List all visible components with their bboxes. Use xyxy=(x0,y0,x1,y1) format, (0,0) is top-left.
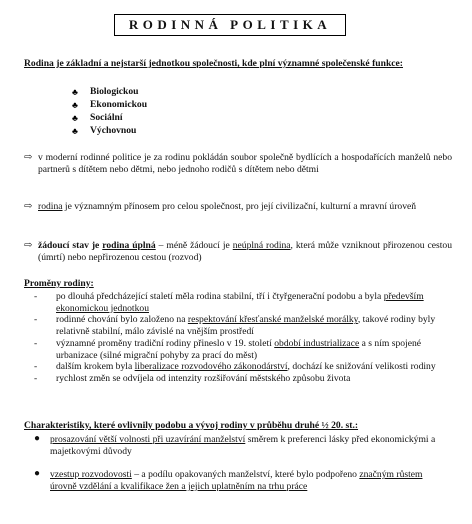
characteristics-heading: Charakteristiky, které ovlivnily podobu a vývoj rodiny v průběhu druhé ½ 20. st.: xyxy=(24,420,359,431)
list-item: ♣ Biologickou xyxy=(72,86,139,98)
bullet-dot-icon: ● xyxy=(34,433,41,444)
point-family-complete: ⇨ žádoucí stav je rodina úplná – méně žádoucí je neúplná rodina, která může vzniknout přirozenou cestou (úmrtí) nebo nepřirozenou cestou (rozvod) xyxy=(24,240,453,263)
list-item: - po dlouhá předcházející staletí měla rodina stabilní, tří i čtyřgenerační podobu a byla především ekonomickou jednotkou xyxy=(34,291,424,314)
page-title: RODINNÁ POLITIKA xyxy=(114,14,346,36)
club-bullet-icon: ♣ xyxy=(72,125,78,136)
list-item: ♣ Ekonomickou xyxy=(72,98,148,111)
point-family-definition: ⇨ v moderní rodinné politice je za rodinu pokládán soubor společně bydlících a hospodařících manželů nebo partnerů s dítětem nebo dětmi, nebo jednoho rodičů s dítětem nebo dětmi xyxy=(24,152,452,175)
changes-list xyxy=(34,291,450,385)
list-item: - dalším krokem byla liberalizace rozvodového zákonodárství, dochází ke snižování velikosti rodiny xyxy=(34,361,436,373)
arrow-bullet-icon: ⇨ xyxy=(24,240,33,251)
list-item: - významné proměny tradiční rodiny přineslo v 19. století období industrializace a s ním spojené urbanizace (silné migrační pohyby za prací do měst) xyxy=(34,337,422,361)
club-bullet-icon: ♣ xyxy=(72,113,78,124)
club-bullet-icon: ♣ xyxy=(72,100,78,111)
arrow-bullet-icon: ⇨ xyxy=(24,201,33,212)
changes-heading: Proměny rodiny: xyxy=(24,278,94,289)
list-item: ● vzestup rozvodovosti – a podílu opakovaných manželství, které bylo podpořeno značným růstem úrovně vzdělání a kvalifikace žen a jejich uplatněním na trhu práce xyxy=(34,468,423,493)
bullet-dot-icon: ● xyxy=(34,468,41,480)
list-item: ♣ Sociální xyxy=(72,111,123,124)
list-item: - rodinné chování bylo založeno na respektování křesťanské manželské morálky, takové rodiny byly relativně stabilní, málo závislé na vnějším prostředí xyxy=(34,314,436,338)
list-item: ● prosazování větší volnosti při uzavírání manželství směrem k preferenci lásky před ekonomickými a majetkovými důvody xyxy=(34,433,436,457)
list-item: - rychlost změn se odvíjela od intenzity rozšiřování městského způsobu života xyxy=(34,372,351,384)
characteristics-list xyxy=(34,434,450,493)
functions-list xyxy=(72,86,147,137)
list-item: ♣ Výchovnou xyxy=(72,124,137,136)
intro-text: Rodina je základní a nejstarší jednotkou společnosti, kde plní významné společenské funkce: xyxy=(24,58,403,69)
arrow-bullet-icon: ⇨ xyxy=(24,152,33,163)
club-bullet-icon: ♣ xyxy=(72,87,78,98)
point-family-value: ⇨ rodina je významným přínosem pro celou společnost, pro její civilizační, kulturní a mravní úroveň xyxy=(24,201,417,212)
